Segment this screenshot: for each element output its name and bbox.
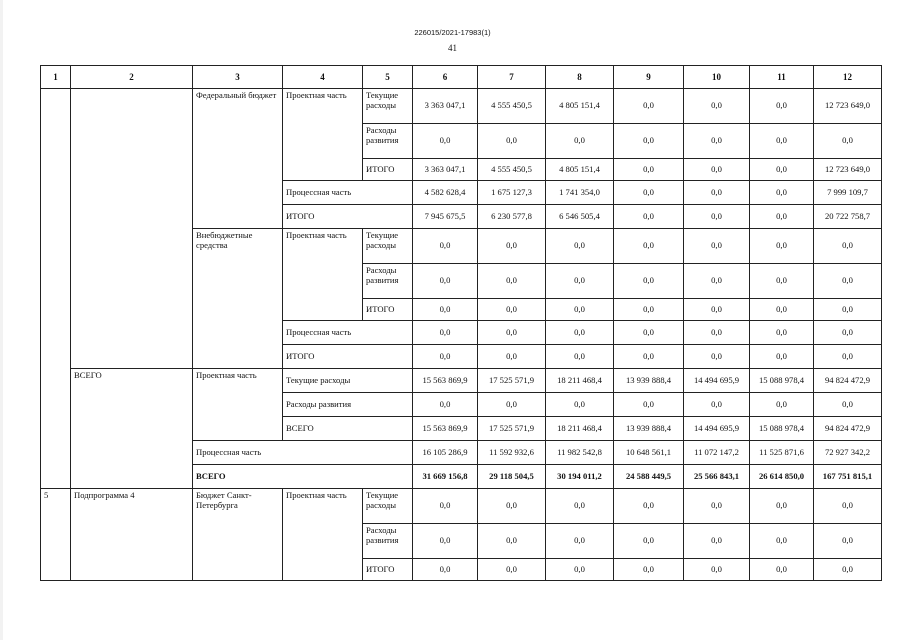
total-label: ВСЕГО [71, 369, 193, 489]
value-cell: 4 555 450,5 [478, 159, 546, 181]
process-part-label: Процессная часть [283, 181, 413, 205]
value-cell: 0,0 [546, 321, 614, 345]
value-cell: 72 927 342,2 [814, 441, 882, 465]
current-expenses-label: Текущие расходы [283, 369, 413, 393]
project-part-label: Проектная часть [193, 369, 283, 441]
value-cell: 0,0 [684, 264, 750, 299]
value-cell: 0,0 [684, 124, 750, 159]
value-cell: 0,0 [478, 299, 546, 321]
value-cell: 14 494 695,9 [684, 369, 750, 393]
source-offbudget: Внебюджетные средства [193, 229, 283, 369]
value-cell: 0,0 [684, 299, 750, 321]
value-cell: 167 751 815,1 [814, 465, 882, 489]
value-cell: 0,0 [614, 299, 684, 321]
value-cell: 0,0 [614, 559, 684, 581]
header-cell: 6 [413, 66, 478, 89]
value-cell: 0,0 [478, 124, 546, 159]
current-expenses-label: Текущие расходы [363, 229, 413, 264]
value-cell: 0,0 [814, 321, 882, 345]
value-cell: 0,0 [750, 321, 814, 345]
value-cell: 11 982 542,8 [546, 441, 614, 465]
value-cell: 0,0 [478, 393, 546, 417]
value-cell: 0,0 [546, 489, 614, 524]
header-row [41, 66, 882, 89]
page-number: 41 [448, 43, 457, 53]
value-cell: 0,0 [614, 89, 684, 124]
value-cell: 0,0 [478, 321, 546, 345]
value-cell: 13 939 888,4 [614, 417, 684, 441]
value-cell: 4 582 628,4 [413, 181, 478, 205]
value-cell: 17 525 571,9 [478, 369, 546, 393]
development-expenses-label: Расходы развития [283, 393, 413, 417]
header-cell: 7 [478, 66, 546, 89]
row-number: 5 [41, 489, 71, 581]
source-spb-budget: Бюджет Санкт-Петербурга [193, 489, 283, 581]
value-cell: 11 525 871,6 [750, 441, 814, 465]
value-cell: 1 675 127,3 [478, 181, 546, 205]
value-cell: 0,0 [814, 524, 882, 559]
value-cell: 14 494 695,9 [684, 417, 750, 441]
value-cell: 15 563 869,9 [413, 417, 478, 441]
value-cell: 18 211 468,4 [546, 417, 614, 441]
value-cell: 0,0 [413, 299, 478, 321]
value-cell: 0,0 [750, 181, 814, 205]
empty-cell [71, 89, 193, 369]
value-cell: 12 723 649,0 [814, 159, 882, 181]
project-part-label: Проектная часть [283, 89, 363, 181]
value-cell: 0,0 [684, 559, 750, 581]
value-cell: 0,0 [614, 181, 684, 205]
value-cell: 0,0 [750, 205, 814, 229]
value-cell: 0,0 [750, 489, 814, 524]
value-cell: 20 722 758,7 [814, 205, 882, 229]
scan-edge [0, 0, 3, 640]
value-cell: 0,0 [684, 321, 750, 345]
value-cell: 0,0 [614, 159, 684, 181]
empty-cell [41, 89, 71, 489]
value-cell: 7 999 109,7 [814, 181, 882, 205]
value-cell: 0,0 [546, 124, 614, 159]
value-cell: 0,0 [814, 489, 882, 524]
value-cell: 0,0 [614, 264, 684, 299]
value-cell: 0,0 [614, 321, 684, 345]
value-cell: 16 105 286,9 [413, 441, 478, 465]
project-part-label: Проектная часть [283, 489, 363, 581]
header-cell: 2 [71, 66, 193, 89]
value-cell: 11 592 932,6 [478, 441, 546, 465]
value-cell: 1 741 354,0 [546, 181, 614, 205]
header-cell: 3 [193, 66, 283, 89]
value-cell: 0,0 [750, 159, 814, 181]
itogo-label: ИТОГО [363, 299, 413, 321]
value-cell: 0,0 [614, 489, 684, 524]
value-cell: 0,0 [750, 524, 814, 559]
value-cell: 0,0 [684, 229, 750, 264]
current-expenses-label: Текущие расходы [363, 489, 413, 524]
value-cell: 0,0 [478, 524, 546, 559]
value-cell: 26 614 850,0 [750, 465, 814, 489]
value-cell: 0,0 [750, 264, 814, 299]
value-cell: 0,0 [413, 321, 478, 345]
value-cell: 0,0 [684, 393, 750, 417]
value-cell: 0,0 [614, 229, 684, 264]
value-cell: 94 824 472,9 [814, 369, 882, 393]
value-cell: 0,0 [814, 345, 882, 369]
itogo-label: ИТОГО [363, 559, 413, 581]
value-cell: 0,0 [478, 345, 546, 369]
value-cell: 0,0 [546, 264, 614, 299]
value-cell: 4 805 151,4 [546, 159, 614, 181]
value-cell: 17 525 571,9 [478, 417, 546, 441]
value-cell: 0,0 [413, 345, 478, 369]
header-cell: 10 [684, 66, 750, 89]
table-row [41, 89, 882, 124]
value-cell: 0,0 [684, 345, 750, 369]
value-cell: 0,0 [814, 559, 882, 581]
value-cell: 0,0 [413, 559, 478, 581]
value-cell: 0,0 [750, 299, 814, 321]
value-cell: 0,0 [614, 345, 684, 369]
value-cell: 6 546 505,4 [546, 205, 614, 229]
value-cell: 0,0 [413, 393, 478, 417]
grand-total-label: ВСЕГО [193, 465, 413, 489]
value-cell: 0,0 [750, 559, 814, 581]
value-cell: 0,0 [614, 124, 684, 159]
value-cell: 94 824 472,9 [814, 417, 882, 441]
value-cell: 0,0 [684, 89, 750, 124]
value-cell: 0,0 [546, 524, 614, 559]
value-cell: 0,0 [814, 299, 882, 321]
value-cell: 4 555 450,5 [478, 89, 546, 124]
table-row [41, 489, 882, 524]
value-cell: 29 118 504,5 [478, 465, 546, 489]
source-federal-budget: Федеральный бюджет [193, 89, 283, 229]
development-expenses-label: Расходы развития [363, 264, 413, 299]
value-cell: 10 648 561,1 [614, 441, 684, 465]
value-cell: 18 211 468,4 [546, 369, 614, 393]
value-cell: 0,0 [413, 489, 478, 524]
value-cell: 13 939 888,4 [614, 369, 684, 393]
header-cell: 1 [41, 66, 71, 89]
value-cell: 0,0 [614, 524, 684, 559]
value-cell: 0,0 [478, 264, 546, 299]
development-expenses-label: Расходы развития [363, 124, 413, 159]
value-cell: 0,0 [814, 124, 882, 159]
value-cell: 0,0 [684, 181, 750, 205]
value-cell: 30 194 011,2 [546, 465, 614, 489]
value-cell: 0,0 [684, 159, 750, 181]
process-part-label: Процессная часть [283, 321, 413, 345]
value-cell: 0,0 [614, 205, 684, 229]
value-cell: 0,0 [413, 264, 478, 299]
value-cell: 7 945 675,5 [413, 205, 478, 229]
header-cell: 9 [614, 66, 684, 89]
value-cell: 11 072 147,2 [684, 441, 750, 465]
itogo-label: ИТОГО [283, 345, 413, 369]
value-cell: 0,0 [684, 205, 750, 229]
value-cell: 0,0 [546, 299, 614, 321]
value-cell: 0,0 [814, 229, 882, 264]
value-cell: 0,0 [546, 393, 614, 417]
value-cell: 0,0 [684, 524, 750, 559]
budget-table [40, 65, 882, 581]
value-cell: 6 230 577,8 [478, 205, 546, 229]
value-cell: 0,0 [750, 345, 814, 369]
value-cell: 15 088 978,4 [750, 369, 814, 393]
value-cell: 0,0 [750, 89, 814, 124]
header-cell: 4 [283, 66, 363, 89]
value-cell: 0,0 [750, 124, 814, 159]
subprogram-label: Подпрограмма 4 [71, 489, 193, 581]
value-cell: 31 669 156,8 [413, 465, 478, 489]
project-total-label: ВСЕГО [283, 417, 413, 441]
itogo-label: ИТОГО [363, 159, 413, 181]
itogo-label: ИТОГО [283, 205, 413, 229]
value-cell: 0,0 [413, 124, 478, 159]
value-cell: 0,0 [478, 229, 546, 264]
value-cell: 0,0 [814, 393, 882, 417]
value-cell: 0,0 [546, 559, 614, 581]
value-cell: 0,0 [546, 229, 614, 264]
table-row [41, 369, 882, 393]
value-cell: 0,0 [413, 229, 478, 264]
value-cell: 4 805 151,4 [546, 89, 614, 124]
header-cell: 12 [814, 66, 882, 89]
value-cell: 0,0 [750, 229, 814, 264]
value-cell: 0,0 [614, 393, 684, 417]
document-number: 226015/2021-17983(1) [414, 28, 491, 37]
value-cell: 0,0 [478, 489, 546, 524]
value-cell: 0,0 [750, 393, 814, 417]
value-cell: 15 563 869,9 [413, 369, 478, 393]
value-cell: 0,0 [684, 489, 750, 524]
header-cell: 8 [546, 66, 614, 89]
current-expenses-label: Текущие расходы [363, 89, 413, 124]
value-cell: 0,0 [546, 345, 614, 369]
value-cell: 15 088 978,4 [750, 417, 814, 441]
header-cell: 11 [750, 66, 814, 89]
process-part-label: Процессная часть [193, 441, 413, 465]
value-cell: 25 566 843,1 [684, 465, 750, 489]
value-cell: 24 588 449,5 [614, 465, 684, 489]
value-cell: 3 363 047,1 [413, 89, 478, 124]
project-part-label: Проектная часть [283, 229, 363, 321]
value-cell: 0,0 [478, 559, 546, 581]
development-expenses-label: Расходы развития [363, 524, 413, 559]
value-cell: 3 363 047,1 [413, 159, 478, 181]
value-cell: 0,0 [814, 264, 882, 299]
value-cell: 12 723 649,0 [814, 89, 882, 124]
value-cell: 0,0 [413, 524, 478, 559]
header-cell: 5 [363, 66, 413, 89]
